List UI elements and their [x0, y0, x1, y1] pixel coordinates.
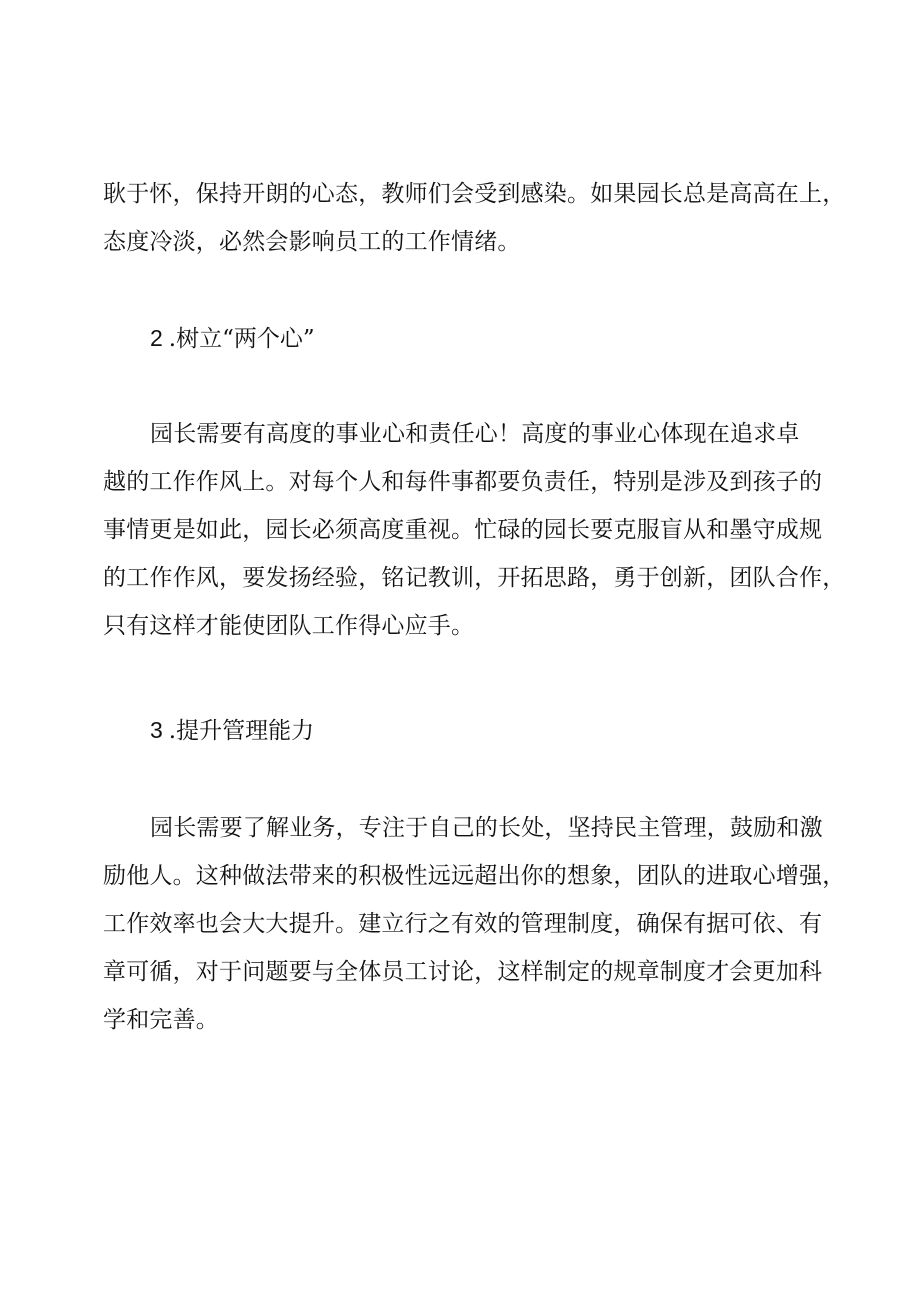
section-heading-3-text: .提升管理能力 — [168, 718, 315, 744]
section-heading-3-number: 3 — [150, 717, 163, 743]
section-heading-3 — [150, 714, 314, 747]
paragraph-3-line-4: 章可循，对于问题要与全体员工讨论，这样制定的规章制度才会更加科 — [103, 959, 823, 985]
paragraph-3-line-5: 学和完善。 — [103, 1007, 219, 1033]
paragraph-1-line-1: 耿于怀，保持开朗的心态，教师们会受到感染。如果园长总是高高在上， — [103, 181, 846, 207]
paragraph-3-line-2: 励他人。这种做法带来的积极性远远超出你的想象，团队的进取心增强， — [103, 863, 846, 889]
paragraph-3-line-3: 工作效率也会大大提升。建立行之有效的管理制度，确保有据可依、有 — [103, 911, 823, 937]
section-heading-2-text: .树立“两个心” — [168, 326, 315, 352]
paragraph-2-line-2: 越的工作作风上。对每个人和每件事都要负责任，特别是涉及到孩子的 — [103, 469, 823, 495]
paragraph-3-line-1: 园长需要了解业务，专注于自己的长处，坚持民主管理，鼓励和激 — [150, 815, 823, 841]
section-heading-2-number: 2 — [150, 325, 163, 351]
paragraph-1-line-2: 态度冷淡，必然会影响员工的工作情绪。 — [103, 229, 521, 255]
paragraph-2-line-5: 只有这样才能使团队工作得心应手。 — [103, 613, 475, 639]
section-heading-2 — [150, 322, 315, 355]
paragraph-2-line-3: 事情更是如此，园长必须高度重视。忙碌的园长要克服盲从和墨守成规 — [103, 517, 823, 543]
paragraph-2-line-1: 园长需要有高度的事业心和责任心！高度的事业心体现在追求卓 — [150, 421, 800, 447]
paragraph-2-line-4: 的工作作风，要发扬经验，铭记教训，开拓思路，勇于创新，团队合作， — [103, 565, 846, 591]
